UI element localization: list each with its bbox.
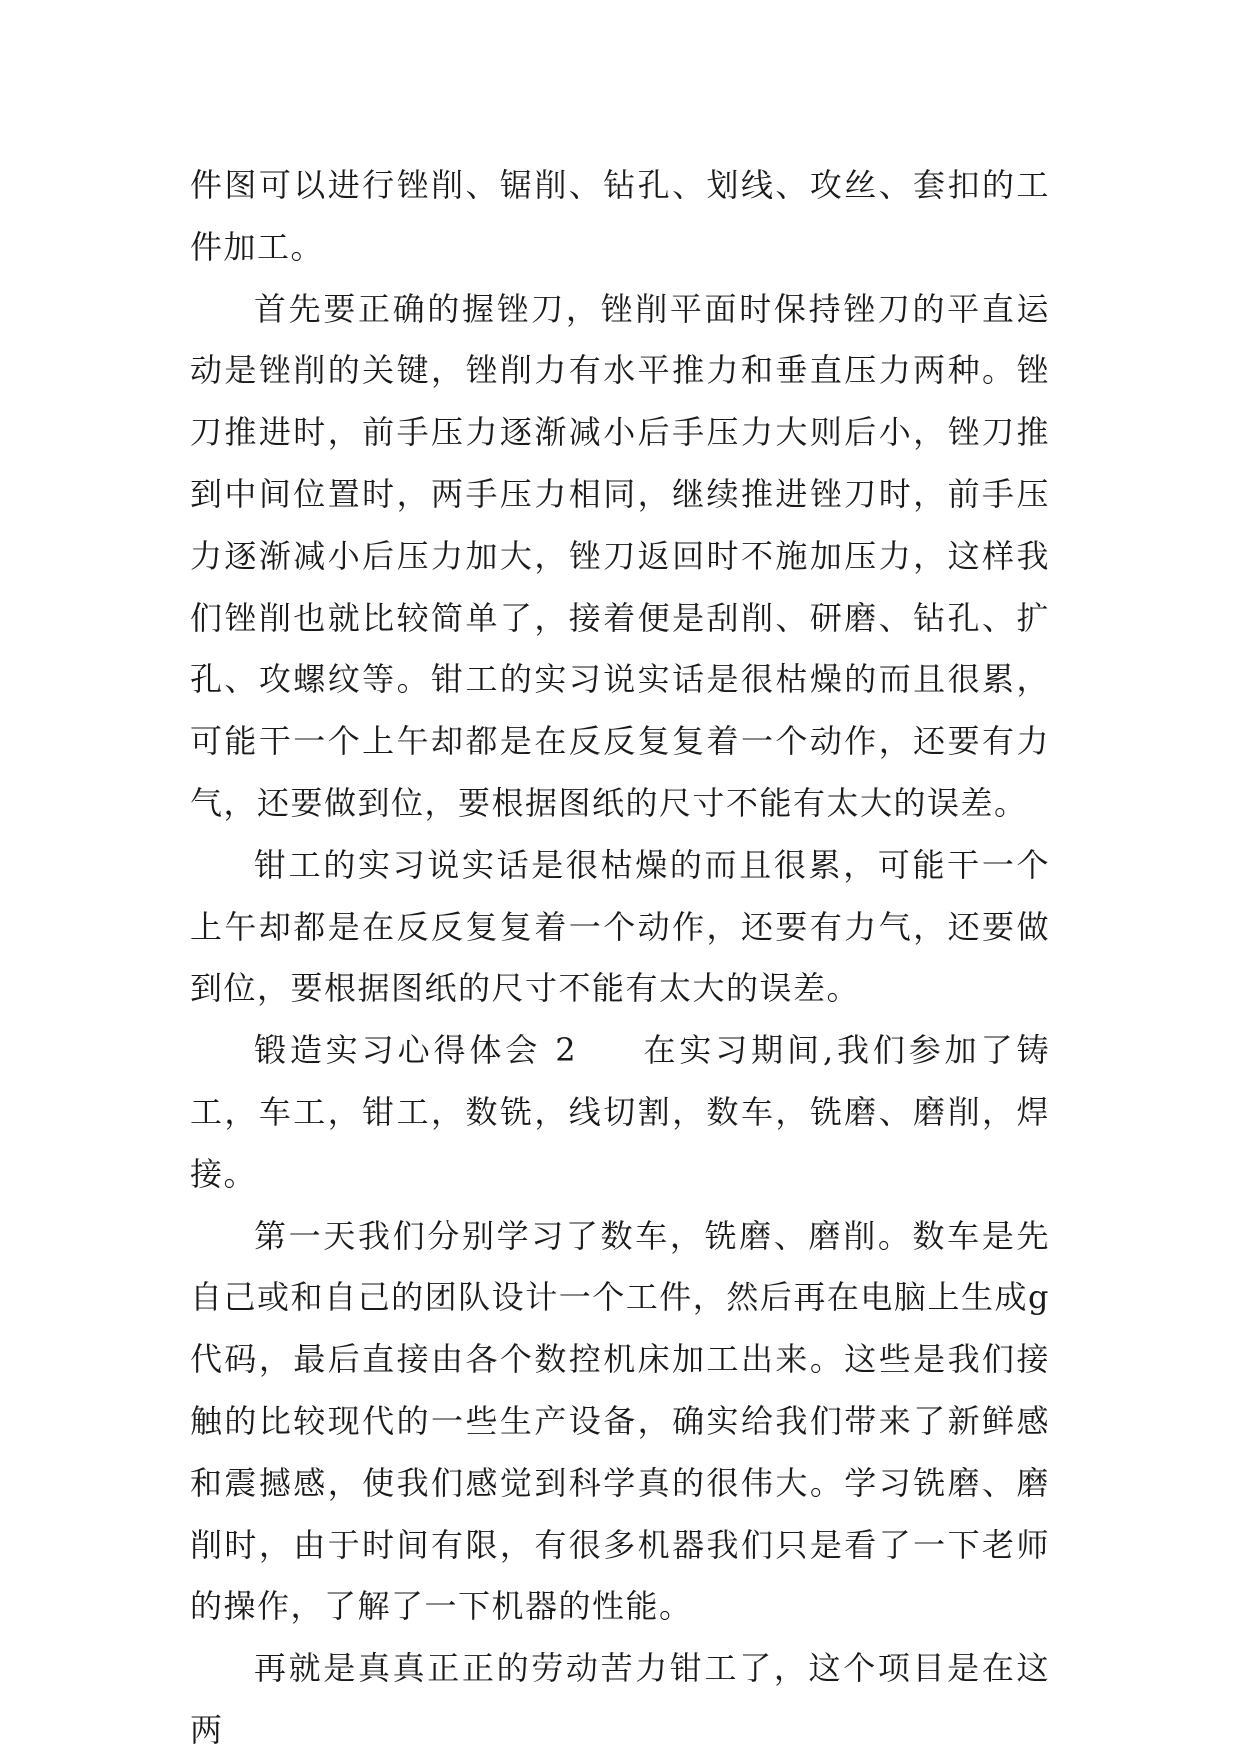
paragraph-fitter-intro: 再就是真真正正的劳动苦力钳工了，这个项目是在这两 bbox=[190, 1649, 1050, 1749]
paragraph-first-day: 第一天我们分别学习了数车，铣磨、磨削。数车是先自己或和自己的团队设计一个工件，然后再在电脑上生成g代码，最后直接由各个数控机床加工出来。这些是我们接触的比较现代的一些生产设备，确实给我们带来了新鲜感和震撼感，使我们感觉到科学真的很伟大。学习铣磨、磨削时，由于时间有限，有很多机器我们只是看了一下老师的操作，了解了一下机器的性能。 bbox=[190, 1216, 1050, 1626]
paragraph-continuation: 件图可以进行锉削、锯削、钻孔、划线、攻丝、套扣的工件加工。 bbox=[190, 166, 1050, 266]
paragraph-forging-heading bbox=[190, 1020, 1050, 1205]
paragraph-fitter-practice: 钳工的实习说实话是很枯燥的而且很累，可能干一个上午却都是在反反复复着一个动作，还要有力气，还要做到位，要根据图纸的尺寸不能有太大的误差。 bbox=[190, 845, 1050, 1008]
section-intro-text: 在实习期间,我们参加了铸工，车工，钳工，数铣，线切割，数车，铣磨、磨削，焊接。 bbox=[190, 1031, 1050, 1193]
section-heading: 锻造实习心得体会 2 bbox=[254, 1031, 578, 1070]
document-body bbox=[190, 155, 1050, 1762]
paragraph-filing-technique: 首先要正确的握锉刀，锉削平面时保持锉刀的平直运动是锉削的关键，锉削力有水平推力和垂直压力两种。锉刀推进时，前手压力逐渐减小后手压力大则后小，锉刀推到中间位置时，两手压力相同，继续推进锉刀时，前手压力逐渐减小后压力加大，锉刀返回时不施加压力，这样我们锉削也就比较简单了，接着便是刮削、研磨、钻孔、扩孔、攻螺纹等。钳工的实习说实话是很枯燥的而且很累，可能干一个上午却都是在反反复复着一个动作，还要有力气，还要做到位，要根据图纸的尺寸不能有太大的误差。 bbox=[190, 289, 1050, 822]
